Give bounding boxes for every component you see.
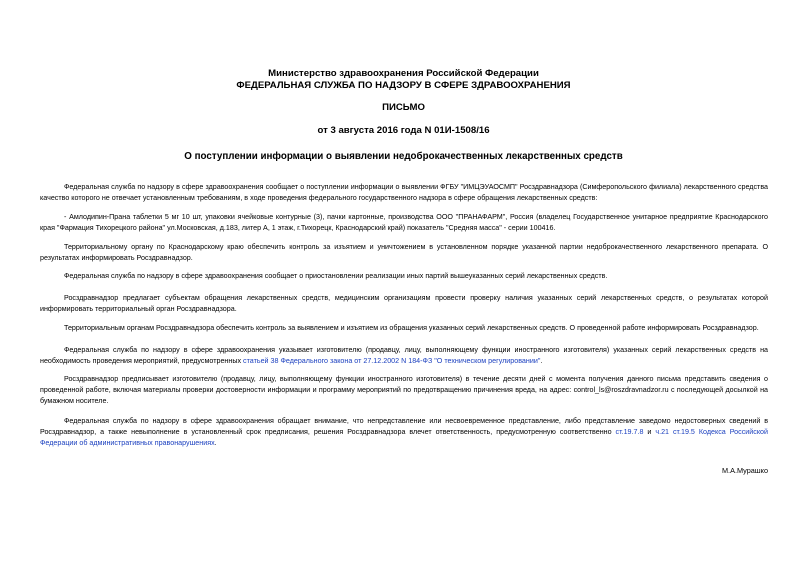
- paragraph-5: Росздравнадзор предлагает субъектам обращения лекарственных средств, медицинским организациям провести проверку наличия указанных серий лекарственных средств, о результатах которой информировать территориальный орган Росздравнадзора.: [40, 294, 768, 314]
- paragraph-7-end: .: [540, 357, 543, 366]
- paragraph-7-text: Федеральная служба по надзору в сфере здравоохранения указывает изготовителю (продавцу, лицу, выполняющему функции иностранного изготовителя) указанных серий лекарственных средств на необходимость проведения мероприятий, предусмотренных: [40, 346, 768, 366]
- paragraph-3: Территориальному органу по Краснодарскому краю обеспечить контроль за изъятием и уничтожением в установленном порядке указанной партии недоброкачественного лекарственного препарата. О результатах информировать Росздравнадзор.: [40, 243, 768, 263]
- service-name: ФЕДЕРАЛЬНАЯ СЛУЖБА ПО НАДЗОРУ В СФЕРЕ ЗДРАВООХРАНЕНИЯ: [236, 80, 571, 91]
- paragraph-6: Территориальным органам Росздравнадзора обеспечить контроль за выявлением и изъятием из обращения указанных серий лекарственных средств. О проведенной работе информировать Росздравнадзор.: [64, 324, 759, 332]
- law-184-fz-link[interactable]: статьей 38 Федерального закона от 27.12.2002 N 184-ФЗ "О техническом регулировании": [243, 357, 541, 366]
- paragraph-4: Федеральная служба по надзору в сфере здравоохранения сообщает о приостановлении реализации иных партий вышеуказанных серий лекарственных средств.: [64, 272, 608, 280]
- ministry-name: Министерство здравоохранения Российской Федерации: [268, 68, 539, 79]
- document-date-number: от 3 августа 2016 года N 01И-1508/16: [317, 125, 490, 136]
- koap-rf-link[interactable]: Кодекса Российской Федерации об административных правонарушениях: [40, 428, 768, 448]
- article-19-5-link[interactable]: ч.21 ст.19.5: [655, 428, 695, 437]
- paragraph-8: Росздравнадзор предписывает изготовителю (продавцу, лицу, выполняющему функции иностранного изготовителя) в течение десяти дней с момента получения данного письма представить сведения о проведенной работе, включая материалы проверки достоверности информации и программу мероприятий по предотвращению причинения вреда, на адрес: control_ls@roszdravnadzor.ru с последующей досылкой на бумажном носителе.: [40, 375, 768, 406]
- paragraph-9-mid: и: [643, 428, 656, 437]
- signature: М.А.Мурашко: [721, 466, 768, 475]
- article-19-7-8-link[interactable]: ст.19.7.8: [615, 428, 644, 437]
- paragraph-1: Федеральная служба по надзору в сфере здравоохранения сообщает о поступлении информации о выявлении ФГБУ "ИМЦЭУАОСМП" Росздравнадзора (Симферопольского филиала) лекарственного средства качество которого не отвечает установленным требованиям, в ходе проведения федерального государственного надзора в сфере обращения лекарственных средств:: [40, 183, 768, 203]
- paragraph-9: [40, 416, 768, 450]
- document-type: ПИСЬМО: [382, 102, 425, 113]
- paragraph-9-text: Федеральная служба по надзору в сфере здравоохранения обращает внимание, что непредставление или несвоевременное представление, либо представление заведомо недостоверных сведений в Росздравнадзор, а также невыполнение в установленный срок предписания, решения Росздравнадзора влечет ответственность, предусмотренную соответственно: [40, 417, 768, 437]
- paragraph-2: - Амлодипин-Прана таблетки 5 мг 10 шт, упаковки ячейковые контурные (3), пачки картонные, производства ООО "ПРАНАФАРМ", Россия (владелец Государственное унитарное предприятие Краснодарского края "Фармация Тихорецкого района" ул.Московская, д.183, литер А, 1 этаж, г.Тихорецк, Краснодарский край) показатель "Средняя масса" - серии 100416.: [40, 213, 768, 233]
- paragraph-7: [40, 345, 768, 367]
- document-title: О поступлении информации о выявлении недоброкачественных лекарственных средств: [184, 151, 623, 162]
- paragraph-9-end: .: [214, 439, 217, 448]
